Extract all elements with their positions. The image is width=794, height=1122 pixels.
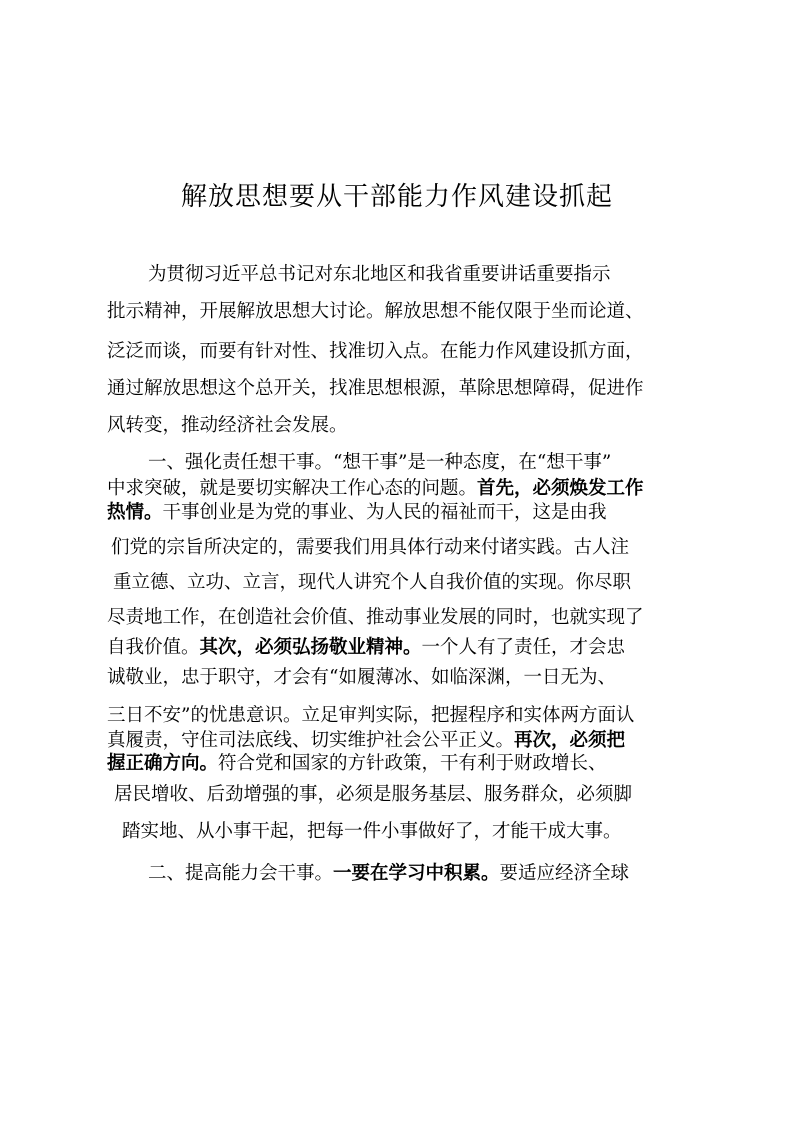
section2-line-1-text: 要适应经济全球: [499, 863, 630, 884]
section1-line-1-text: “想干事”是一种态度，在“想干事”: [333, 452, 612, 473]
section1-line-1: [148, 451, 611, 475]
section1-line-3-text: 干事创业是为党的事业、为人民的福祉而干，这是由我: [162, 502, 607, 523]
section1-line-11: [107, 752, 607, 776]
intro-line-2: 批示精神，开展解放思想大讨论。解放思想不能仅限于坐而论道、: [107, 301, 644, 322]
section1-line-10-text: 真履责，守住司法底线、切实维护社会公平正义。: [107, 730, 515, 751]
section1-line-2-text: 中求突破，就是要切实解决工作心态的问题。: [107, 478, 478, 499]
section1-line-3: [107, 501, 607, 525]
section2-line-1: [148, 862, 629, 886]
section1-bold-third-end: 握正确方向。: [107, 753, 219, 774]
section1-bold-second: 其次，必须弘扬敬业精神。: [199, 637, 422, 658]
section1-line-2: [107, 477, 644, 501]
intro-line-1: 为贯彻习近平总书记对东北地区和我省重要讲话重要指示: [148, 264, 611, 285]
section1-line-13: 踏实地、从小事干起，把每一件小事做好了，才能干成大事。: [122, 821, 622, 842]
section1-line-11-text: 符合党和国家的方针政策，干有利于财政增长、: [218, 753, 607, 774]
section1-line-7-text-a: 自我价值。: [107, 637, 200, 658]
intro-line-4: 通过解放思想这个总开关，找准思想根源，革除思想障碍，促进作: [107, 378, 644, 399]
section1-bold-third: 再次，必须把: [514, 730, 626, 751]
section1-line-10: [107, 729, 625, 753]
section1-bold-first: 首先，必须焕发工作: [477, 478, 644, 499]
section1-bold-first-end: 热情。: [107, 502, 163, 523]
intro-line-5: 风转变，推动经济社会发展。: [107, 415, 348, 436]
section1-heading: 一、强化责任想干事。: [148, 452, 334, 473]
section1-line-7-text-c: 一个人有了责任，才会忠: [421, 637, 626, 658]
intro-line-3: 泛泛而谈，而要有针对性、找准切入点。在能力作风建设抓方面，: [107, 341, 644, 362]
section1-line-5: 重立德、立功、立言，现代人讲究个人自我价值的实现。你尽职: [113, 572, 632, 593]
section1-line-4: 们党的宗旨所决定的，需要我们用具体行动来付诸实践。古人注: [111, 537, 630, 558]
document-title: 解放思想要从干部能力作风建设抓起: [180, 182, 613, 212]
section1-line-9: 三日不安”的忧患意识。立足审判实际，把握程序和实体两方面认: [107, 705, 635, 726]
section1-line-6: 尽责地工作，在创造社会价值、推动事业发展的同时，也就实现了: [107, 607, 644, 628]
section1-line-7: [107, 636, 625, 660]
section2-bold: 一要在学习中积累。: [333, 863, 500, 884]
section1-line-8: 诚敬业，忠于职守，才会有“如履薄冰、如临深渊，一日无为、: [107, 667, 616, 688]
section1-line-12: 居民增收、后劲增强的事，必须是服务基层、服务群众，必须脚: [114, 784, 633, 805]
section2-heading: 二、提高能力会干事。: [148, 863, 334, 884]
